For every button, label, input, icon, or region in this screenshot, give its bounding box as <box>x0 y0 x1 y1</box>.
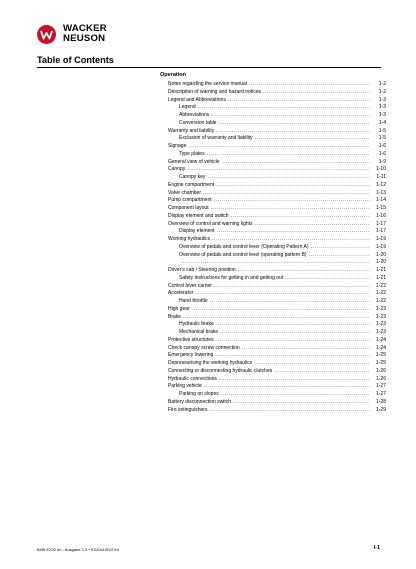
logo-w-icon <box>37 25 56 44</box>
toc-entry[interactable] <box>168 244 386 252</box>
toc-entry[interactable] <box>168 267 386 275</box>
toc-entry-page: 1-4 <box>378 119 386 126</box>
toc-entry-page: 1-16 <box>375 212 386 219</box>
toc-entry-title: Parking vehicle <box>168 383 202 390</box>
toc-entry-title: Overview of pedals and control lever (Operating Pattern A) <box>179 243 309 250</box>
toc-entry-title: General view of vehicle <box>168 158 220 165</box>
toc-entry[interactable] <box>168 352 386 360</box>
toc-leader-dots <box>215 352 370 360</box>
toc-entry[interactable] <box>168 174 386 182</box>
toc-entry[interactable] <box>168 298 386 306</box>
toc-leader-dots <box>311 244 370 252</box>
toc-entry-page: 1-14 <box>375 197 386 204</box>
toc-leader-dots <box>207 174 370 182</box>
toc-entry[interactable] <box>168 376 386 384</box>
toc-entry-title: Hydraulic brake <box>179 321 214 328</box>
wacker-neuson-logo <box>37 24 127 48</box>
toc-entry[interactable] <box>168 236 386 244</box>
toc-entry-title: Legend <box>179 104 196 111</box>
toc-leader-dots <box>309 252 370 260</box>
toc-entry-title: Control lever carrier <box>168 282 212 289</box>
toc-entry-page: 1-23 <box>375 313 386 320</box>
toc-leader-dots <box>211 205 370 213</box>
toc-entry-page: 1-5 <box>378 127 386 134</box>
toc-entry-page: 1-21 <box>375 267 386 273</box>
toc-leader-dots <box>198 104 370 112</box>
toc-entry-title: Brake <box>168 313 182 320</box>
toc-leader-dots <box>217 228 370 236</box>
toc-entry-page: 1-27 <box>375 383 386 390</box>
toc-entry[interactable] <box>168 190 386 198</box>
toc-entry[interactable] <box>168 128 386 136</box>
toc-entry-title: Canopy <box>168 166 186 173</box>
toc-entry-title: Signage <box>168 143 187 149</box>
toc-leader-dots <box>222 159 370 167</box>
toc-entry-title: Abbreviations <box>179 112 210 118</box>
toc-entry-page: 1-23 <box>375 321 386 328</box>
toc-leader-dots <box>231 213 370 221</box>
toc-entry[interactable] <box>168 182 386 190</box>
toc-leader-dots <box>187 166 370 174</box>
toc-entry-page: 1-11 <box>376 174 386 180</box>
toc-entry-title: Fire extinguishers <box>168 406 208 413</box>
toc-entry[interactable] <box>168 221 386 229</box>
toc-entry-title: Type plates <box>179 150 205 157</box>
toc-entry-page: 1-27 <box>375 391 386 397</box>
toc-entry-title: Connecting or disconnecting hydraulic clutches <box>168 367 273 374</box>
toc-entry-page: 1-25 <box>375 352 386 359</box>
toc-entry[interactable] <box>168 213 386 221</box>
toc-entry[interactable] <box>168 104 386 112</box>
toc-entry-page: 1-2 <box>378 88 386 95</box>
toc-leader-dots <box>209 407 370 415</box>
toc-entry-page: 1-3 <box>378 112 386 118</box>
toc-entry-page: 1-3 <box>378 104 386 111</box>
toc-entry-page: 1-17 <box>375 228 386 235</box>
toc-entry-title: Component layout <box>168 205 209 211</box>
toc-entry-page: 1-13 <box>375 189 386 196</box>
toc-entry-title: Display element <box>179 228 215 235</box>
toc-leader-dots <box>242 345 370 353</box>
toc-leader-dots <box>255 135 370 143</box>
toc-leader-dots <box>274 368 370 376</box>
toc-leader-dots <box>204 383 370 391</box>
toc-leader-dots <box>216 337 370 345</box>
toc-entry-title: Check canopy screw connection <box>168 344 240 351</box>
toc-entry[interactable] <box>168 120 386 128</box>
toc-entry[interactable] <box>168 259 386 267</box>
toc-leader-dots <box>263 89 370 97</box>
section-heading: Operation <box>160 72 186 78</box>
toc-entry[interactable] <box>168 197 386 205</box>
toc-entry[interactable] <box>168 252 386 260</box>
toc-entry-title: Engine compartment <box>168 181 215 188</box>
toc-entry-page: 1-29 <box>375 406 386 413</box>
toc-entry-page: 1-25 <box>375 360 386 366</box>
toc-entry-title: Emergency lowering <box>168 352 214 359</box>
toc-entry[interactable] <box>168 166 386 174</box>
toc-entry-page: 1-6 <box>378 150 386 157</box>
toc-entry-page: 1-17 <box>375 220 386 227</box>
toc-entry-page: 1-20 <box>375 251 386 258</box>
toc-entry[interactable] <box>168 283 386 291</box>
toc-entry-title: Battery disconnection switch <box>168 398 232 405</box>
toc-entry-title: Hydraulic connections <box>168 375 217 382</box>
toc-entry-page: 1-3 <box>378 96 386 103</box>
toc-entry-title: Canopy key <box>179 174 206 180</box>
toc-entry-page: 1-20 <box>375 259 386 266</box>
toc-leader-dots <box>219 120 370 128</box>
toc-entry-page: 1-26 <box>375 375 386 382</box>
toc-entry-title: Warranty and liability <box>168 127 215 134</box>
toc-entry[interactable] <box>168 314 386 322</box>
toc-entry[interactable] <box>168 205 386 213</box>
toc-entry-page: 1-22 <box>375 282 386 289</box>
toc-entry-page: 1-24 <box>375 344 386 351</box>
toc-leader-dots <box>233 399 370 407</box>
toc-entry[interactable] <box>168 275 386 283</box>
page-title: Table of Contents <box>37 55 114 65</box>
page-number: I-1 <box>373 545 380 551</box>
toc-entry-title: Conversion table <box>179 119 217 126</box>
toc-entry-title: Parking on slopes <box>179 391 219 397</box>
toc-entry[interactable] <box>168 151 386 159</box>
toc-entry-page: 1-6 <box>378 143 386 149</box>
toc-entry-title: Legend and Abbreviations <box>168 96 226 103</box>
toc-entry[interactable] <box>168 143 386 151</box>
toc-entry-title: High gear <box>168 305 190 312</box>
toc-entry-page: 1-10 <box>375 166 386 173</box>
toc-leader-dots <box>188 143 370 151</box>
toc-leader-dots <box>203 190 370 198</box>
toc-entry[interactable] <box>168 360 386 368</box>
footer-file-info: BHB EZ20 en - Ausgabe 1.2 * EZ20s10IVZ.fm <box>37 547 119 552</box>
toc-entry-page: 1-21 <box>375 274 386 281</box>
toc-leader-dots <box>255 221 371 229</box>
toc-leader-dots <box>238 267 370 275</box>
toc-entry[interactable] <box>168 321 386 329</box>
toc-entry-title: Hand throttle <box>179 298 208 304</box>
toc-entry[interactable] <box>168 81 386 89</box>
toc-entry-page: 1-2 <box>378 81 386 87</box>
toc-leader-dots <box>210 298 370 306</box>
logo-line-1: WACKER <box>63 23 107 34</box>
toc-entry-title: Display element and switch <box>168 212 229 219</box>
toc-entry[interactable] <box>168 391 386 399</box>
toc-entry[interactable] <box>168 290 386 298</box>
toc-entry-title: Accelerator <box>168 290 194 297</box>
logo-line-2: NEUSON <box>63 33 106 44</box>
toc-entry-page: 1-23 <box>375 329 386 335</box>
toc-leader-dots <box>254 360 370 368</box>
toc-leader-dots <box>207 151 370 159</box>
toc-entry[interactable] <box>168 228 386 236</box>
toc-leader-dots <box>214 197 370 205</box>
toc-entry[interactable] <box>168 89 386 97</box>
toc-entry-title: Valve chamber <box>168 189 201 196</box>
toc-entry-page: 1-5 <box>378 135 386 142</box>
toc-entry-title: Overview of pedals and control level (operating pattern B) <box>179 251 307 258</box>
toc-entry-title: Safety instructions for getting in and getting out <box>179 274 284 281</box>
toc-leader-dots <box>181 259 370 267</box>
toc-entry-page: 1-9 <box>378 158 386 165</box>
toc-entry-page: 1-22 <box>375 290 386 297</box>
toc-leader-dots <box>221 391 370 399</box>
toc-leader-dots <box>216 128 370 136</box>
toc-entry-title: Pump compartment <box>168 197 212 204</box>
toc-entry[interactable] <box>168 383 386 391</box>
toc-entry-page: 1-23 <box>375 305 386 312</box>
toc-entry-page: 1-28 <box>375 398 386 405</box>
toc-entry-title: Working hydraulics <box>168 236 211 242</box>
toc-entry-title: Exclusion of warranty and liability <box>179 135 253 142</box>
toc-leader-dots <box>219 376 370 384</box>
toc-leader-dots <box>228 97 370 105</box>
toc-leader-dots <box>211 112 370 120</box>
toc-entry[interactable] <box>168 329 386 337</box>
toc-entry-title: Description of warning and hazard notices <box>168 88 262 95</box>
toc-entry-page: 1-15 <box>375 205 386 211</box>
toc-entry-page: 1-12 <box>375 181 386 188</box>
toc-entry[interactable] <box>168 112 386 120</box>
toc-leader-dots <box>216 182 370 190</box>
toc-entry-title: Overview of control and warning lights <box>168 220 253 227</box>
toc-entry[interactable] <box>168 337 386 345</box>
toc-leader-dots <box>216 321 370 329</box>
toc-leader-dots <box>214 283 370 291</box>
toc-entry-page: 1-24 <box>375 336 386 343</box>
toc-leader-dots <box>212 236 370 244</box>
toc-entry[interactable] <box>168 368 386 376</box>
toc-leader-dots <box>249 81 370 89</box>
toc-entry[interactable] <box>168 345 386 353</box>
toc-leader-dots <box>220 329 370 337</box>
toc-leader-dots <box>285 275 370 283</box>
toc-entry[interactable] <box>168 135 386 143</box>
toc-entry-title: Driver's cab / Steering position <box>168 267 236 273</box>
toc-entry[interactable] <box>168 407 386 415</box>
toc-leader-dots <box>192 306 370 314</box>
toc-list <box>168 81 386 414</box>
toc-entry-title: Depressurising the working hydraulics <box>168 360 253 366</box>
toc-entry[interactable] <box>168 97 386 105</box>
title-rule <box>37 67 381 68</box>
toc-leader-dots <box>195 290 370 298</box>
toc-entry-title: Mechanical brake <box>179 329 219 335</box>
toc-entry-page: 1-19 <box>375 243 386 250</box>
toc-entry-page: 1-22 <box>375 298 386 304</box>
toc-entry[interactable] <box>168 159 386 167</box>
toc-entry-title: Protective structures <box>168 336 214 343</box>
toc-entry-page: 1-19 <box>375 236 386 242</box>
toc-entry[interactable] <box>168 399 386 407</box>
toc-entry-page: 1-26 <box>375 367 386 374</box>
logo-text <box>63 24 107 44</box>
toc-leader-dots <box>183 314 370 322</box>
toc-entry[interactable] <box>168 306 386 314</box>
toc-entry-title: Notes regarding the service manual <box>168 81 247 87</box>
